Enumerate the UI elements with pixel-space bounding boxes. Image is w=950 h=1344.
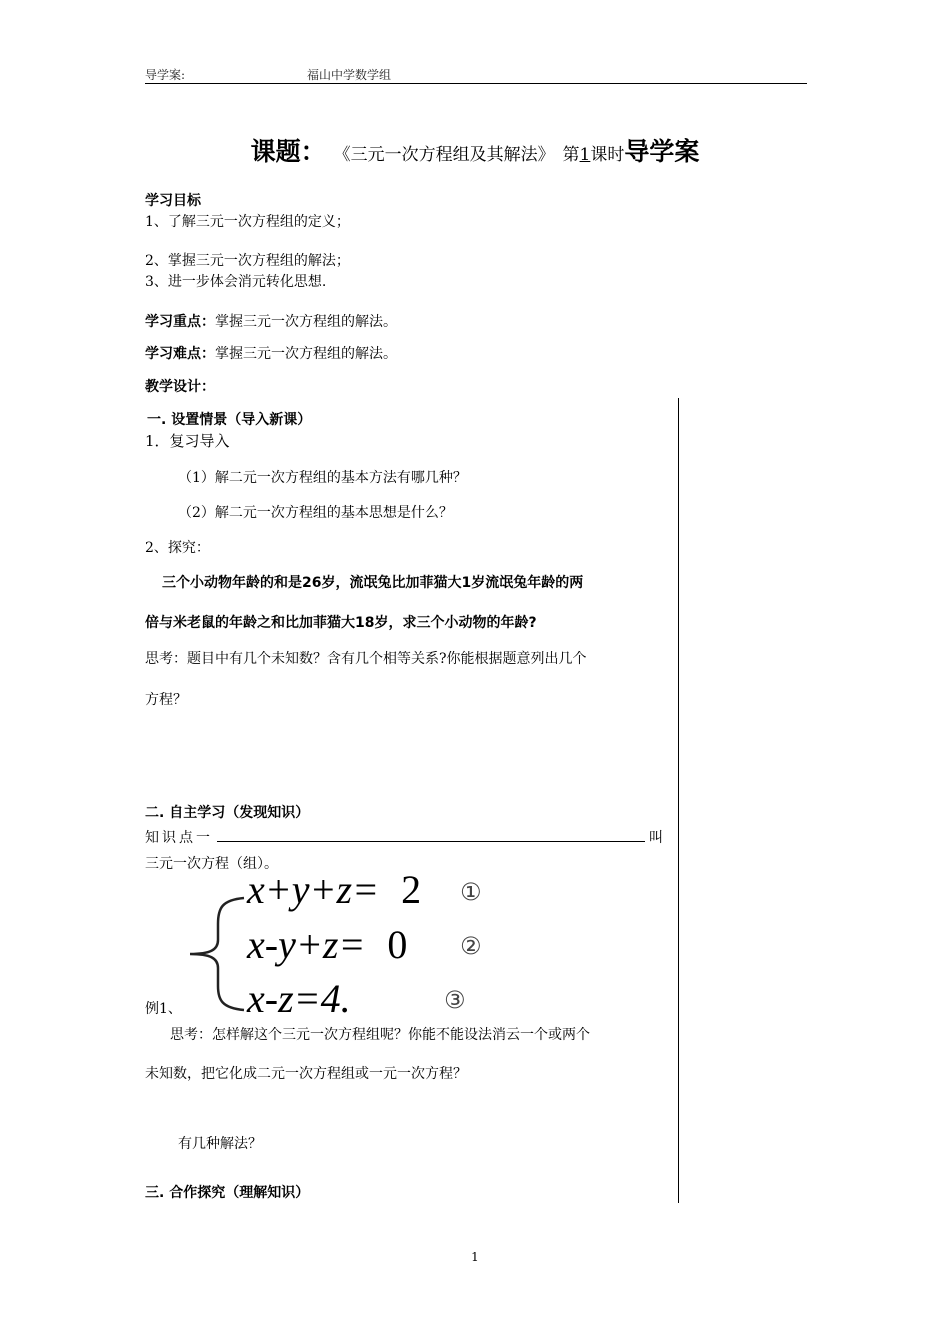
difficulty-label: 学习难点： (145, 346, 215, 362)
header-rule (145, 83, 807, 84)
eq2-lhs: x-y+z= (247, 922, 366, 967)
key-point-text: 掌握三元一次方程组的解法。 (215, 314, 397, 330)
kp-pre: 知识点一 (145, 830, 213, 846)
title-suffix: 导学案 (624, 137, 700, 166)
section1-review: 1．复习导入 (145, 432, 230, 450)
left-brace-icon (182, 894, 252, 1014)
section2-think-1: 思考：怎样解这个三元一次方程组呢？你能不能设法消云一个或两个 (170, 1027, 590, 1043)
section3-heading: 三. 合作探究（理解知识） (145, 1185, 310, 1201)
knowledge-point-1 (145, 827, 663, 847)
section1-q1: （1）解二元一次方程组的基本方法有哪几种？ (178, 470, 467, 486)
objective-3: 3、进一步体会消元转化思想. (145, 274, 327, 290)
key-point (145, 311, 397, 331)
eq1-lhs: x+y+z= (247, 867, 380, 912)
methods-question: 有几种解法？ (178, 1136, 262, 1152)
equation-3 (247, 975, 351, 1022)
design-label: 教学设计： (145, 379, 215, 395)
page-number: 1 (471, 1250, 479, 1264)
eq3-mark: ③ (444, 986, 466, 1014)
eq2-mark: ② (460, 932, 482, 960)
section1-q2: （2）解二元一次方程组的基本思想是什么？ (178, 505, 453, 521)
example-label: 例1、 (145, 1001, 182, 1017)
difficulty-text: 掌握三元一次方程组的解法。 (215, 346, 397, 362)
section1-heading: 一. 设置情景（导入新课） (147, 412, 312, 428)
eq1-mark: ① (460, 878, 482, 906)
problem-line-1: 三个小动物年龄的和是26岁，流氓兔比加菲猫大1岁流氓兔年龄的两 (162, 575, 584, 591)
objective-1: 1、了解三元一次方程组的定义； (145, 214, 350, 230)
header-left: 导学案: (145, 68, 186, 82)
title-lesson-pre: 第 (562, 145, 580, 165)
header-center: 福山中学数学组 (307, 68, 392, 82)
section2-heading: 二. 自主学习（发现知识） (145, 805, 310, 821)
section1-explore: 2、探究： (145, 540, 210, 556)
eq2-rhs: 0 (387, 922, 408, 967)
title-lesson-num: 1 (579, 145, 591, 165)
key-point-label: 学习重点： (145, 314, 215, 330)
kp-post: 叫 (649, 830, 663, 846)
margin-rule (678, 398, 679, 1203)
objectives-heading: 学习目标 (145, 193, 201, 209)
kp-blank-line[interactable] (217, 827, 645, 842)
problem-line-2: 倍与米老鼠的年龄之和比加菲猫大18岁，求三个小动物的年龄? (145, 615, 537, 631)
think-line-2: 方程？ (145, 692, 187, 708)
kp-line-2: 三元一次方程（组）。 (145, 856, 278, 872)
think-line-1: 思考：题目中有几个未知数？含有几个相等关系?你能根据题意列出几个 (145, 651, 587, 667)
equation-1 (247, 866, 421, 913)
section2-think-2: 未知数，把它化成二元一次方程组或一元一次方程？ (145, 1066, 467, 1082)
title-lesson-post: 课时 (590, 145, 625, 165)
objective-2: 2、掌握三元一次方程组的解法； (145, 253, 350, 269)
equation-2 (247, 921, 407, 968)
eq3-lhs: x-z=4. (247, 976, 351, 1021)
title-prefix: 课题： (250, 137, 326, 166)
eq1-rhs: 2 (401, 867, 422, 912)
title-name: 《三元一次方程组及其解法》 (333, 145, 555, 165)
difficulty (145, 343, 397, 363)
page-title (0, 132, 950, 168)
